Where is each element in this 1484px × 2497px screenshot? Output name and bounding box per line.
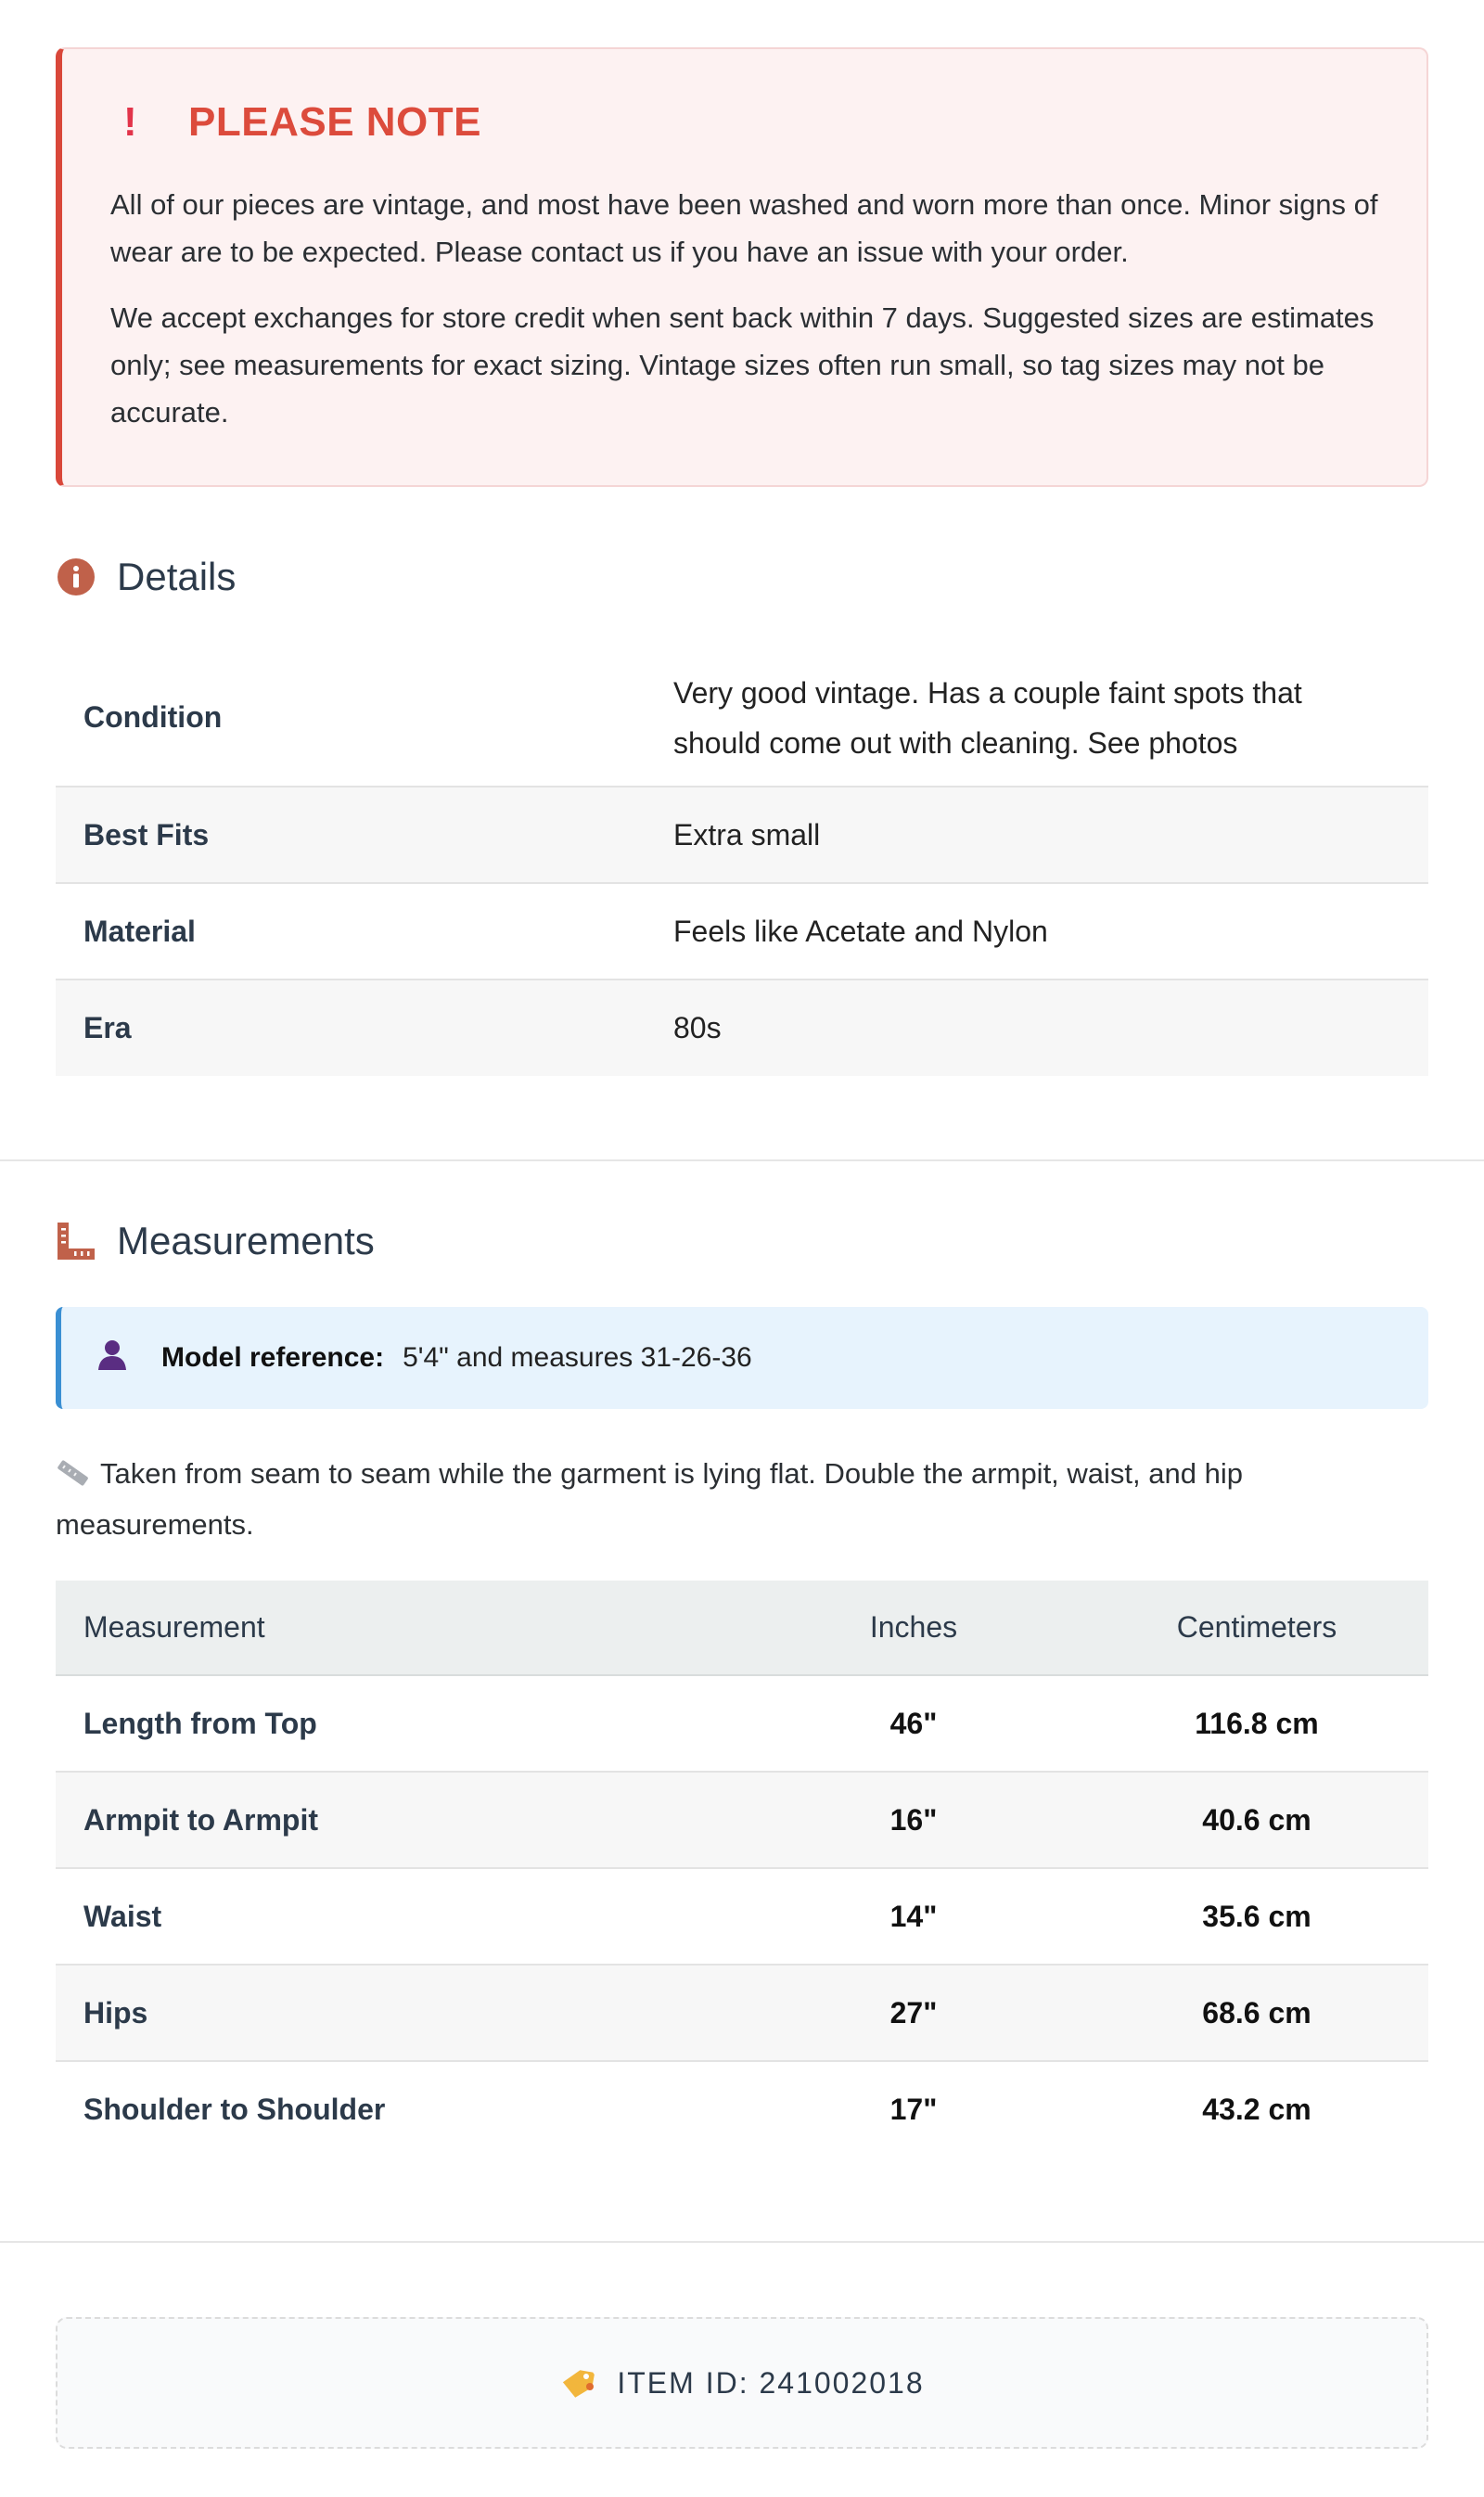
measurement-inches: 17" — [889, 2093, 938, 2126]
detail-key: Condition — [56, 649, 673, 787]
detail-key: Era — [56, 980, 673, 1076]
table-row — [56, 787, 1428, 883]
section-divider — [0, 2241, 1484, 2243]
detail-key: Best Fits — [56, 787, 673, 883]
table-row — [56, 980, 1428, 1076]
measurements-header — [56, 1213, 1428, 1269]
measurement-inches: 16" — [742, 1772, 1085, 1868]
tag-icon — [559, 2366, 596, 2400]
detail-value: Feels like Acetate and Nylon — [673, 883, 1428, 980]
model-reference-box — [56, 1307, 1428, 1409]
column-header: Measurement — [56, 1581, 742, 1675]
measurement-inches: 27" — [742, 1965, 1085, 2061]
measurement-name: Hips — [56, 1965, 742, 2061]
detail-key: Material — [56, 883, 673, 980]
table-row — [56, 1675, 1428, 1772]
measurement-name: Length from Top — [56, 1675, 742, 1772]
model-reference-label: Model reference: — [161, 1342, 385, 1373]
measurement-inches: 46" — [742, 1675, 1085, 1772]
measurements-title: Measurements — [117, 1219, 375, 1262]
details-section — [56, 549, 1428, 605]
details-header — [56, 549, 1428, 605]
column-header: Inches — [742, 1581, 1085, 1675]
measurement-name: Armpit to Armpit — [56, 1772, 742, 1868]
exclamation-icon: ! — [123, 99, 137, 145]
measurement-cm: 68.6 cm — [1085, 1965, 1428, 2061]
please-note-header — [110, 97, 1380, 147]
detail-value: 80s — [673, 980, 1428, 1076]
table-row — [56, 2061, 1428, 2158]
table-row — [56, 1965, 1428, 2061]
measurements-table-wrap — [56, 1581, 1428, 2158]
please-note-box — [56, 47, 1428, 487]
please-note-title: PLEASE NOTE — [188, 99, 481, 145]
instructions-text: Taken from seam to seam while the garment is lying flat. Double the armpit, waist, and hip measurements. — [56, 1457, 1243, 1541]
measurements-table — [56, 1581, 1428, 2158]
measurement-instructions — [56, 1450, 1428, 1548]
model-reference-value: 5'4" and measures 31-26-36 — [403, 1342, 752, 1373]
ruler-emoji-icon — [56, 1453, 89, 1501]
table-row — [56, 883, 1428, 980]
ruler-icon — [56, 1221, 96, 1261]
table-row — [56, 1772, 1428, 1868]
please-note-paragraph: We accept exchanges for store credit when sent back within 7 days. Suggested sizes are estimates only; see measurements for exact sizing. Vintage sizes often run small, so tag sizes may not be accurate. — [110, 301, 1375, 429]
please-note-paragraph: All of our pieces are vintage, and most have been washed and worn more than once. Minor signs of wear are to be expected. Please contact us if you have an issue with your order. — [110, 188, 1378, 268]
item-id-box — [56, 2317, 1428, 2449]
person-icon — [96, 1338, 128, 1378]
measurement-cm: 35.6 cm — [1085, 1868, 1428, 1965]
table-header-row — [56, 1581, 1428, 1675]
table-row — [56, 1868, 1428, 1965]
details-table-wrap — [56, 649, 1428, 1076]
measurement-inches: 14" — [742, 1868, 1085, 1965]
measurement-name: Waist — [56, 1868, 742, 1965]
measurement-cm: 116.8 cm — [1085, 1675, 1428, 1772]
details-title: Details — [117, 555, 237, 598]
detail-value: Very good vintage. Has a couple faint spots that should come out with cleaning. See photos — [673, 649, 1428, 787]
measurement-name: Shoulder to Shoulder — [83, 2093, 386, 2126]
measurement-cm: 43.2 cm — [1202, 2093, 1311, 2126]
detail-value: Extra small — [673, 787, 1428, 883]
info-circle-icon — [56, 557, 96, 597]
details-table — [56, 649, 1428, 1076]
table-row — [56, 649, 1428, 787]
measurement-cm: 40.6 cm — [1085, 1772, 1428, 1868]
measurements-section — [56, 1213, 1428, 1269]
column-header: Centimeters — [1085, 1581, 1428, 1675]
item-id-label: ITEM ID: 241002018 — [617, 2365, 925, 2400]
section-divider — [0, 1159, 1484, 1161]
